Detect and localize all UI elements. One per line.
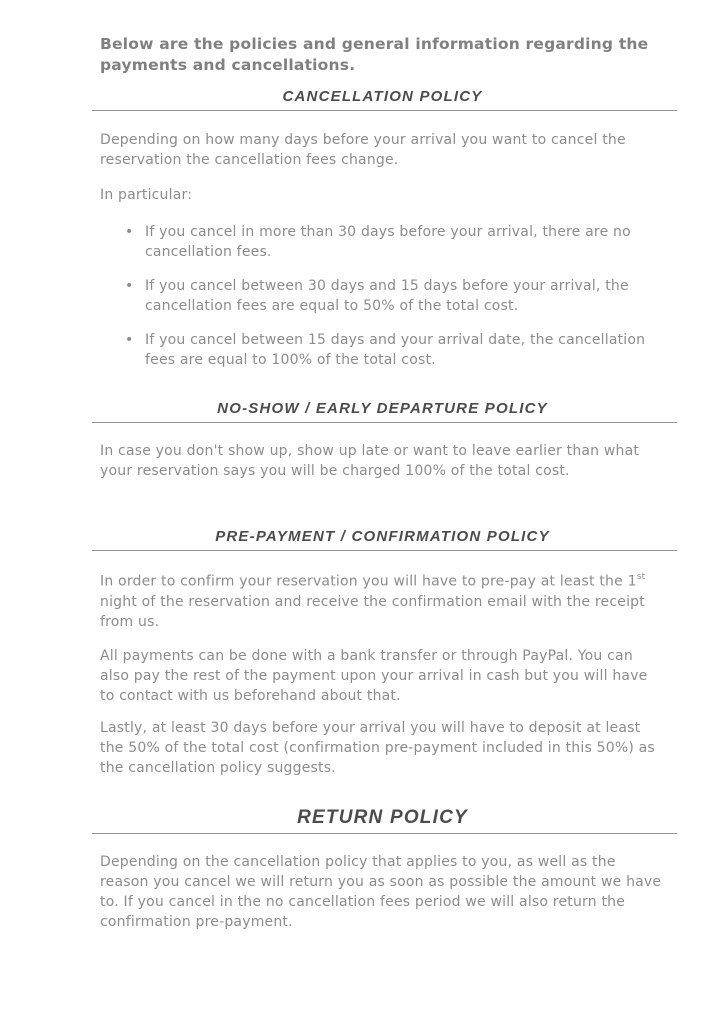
return-policy-paragraph: Depending on the cancellation policy that applies to you, as well as the reason you cancel we will return you as soon as possible the amount we have to. If you cancel in the no cancellation fees period we will also return the confirmation pre-payment. [100, 853, 662, 930]
no-show-policy-heading: NO-SHOW / EARLY DEPARTURE POLICY [217, 400, 548, 417]
bullet-icon: • [125, 278, 134, 294]
cancellation-bullet-list [100, 222, 665, 370]
list-item [100, 222, 665, 262]
bullet-text: If you cancel in more than 30 days before your arrival, there are no cancellation fees. [145, 224, 631, 260]
bullet-text: If you cancel between 30 days and 15 days before your arrival, the cancellation fees are equal to 50% of the total cost. [145, 278, 629, 314]
section-cancellation-policy [100, 88, 665, 370]
return-policy-heading: RETURN POLICY [297, 806, 468, 828]
heading-underline [92, 110, 677, 111]
prepayment-policy-heading: PRE-PAYMENT / CONFIRMATION POLICY [215, 528, 550, 545]
in-particular-label: In particular: [100, 187, 193, 203]
ordinal-superscript: st [636, 572, 646, 582]
heading-underline [92, 833, 677, 834]
intro-text: Below are the policies and general information regarding the payments and cancellations. [100, 35, 649, 74]
prepayment-paragraph-1-start: In order to confirm your reservation you will have to pre-pay at least the 1 [100, 573, 637, 590]
section-prepayment-policy [100, 528, 665, 778]
bullet-icon: • [125, 224, 134, 240]
list-item [100, 276, 665, 316]
prepayment-paragraph-1-end: night of the reservation and receive the confirmation email with the receipt from us. [100, 593, 645, 630]
prepayment-paragraph-3: Lastly, at least 30 days before your arrival you will have to deposit at least the 50% of the total cost (confirmation pre-payment included in this 50%) as the cancellation policy suggests. [100, 719, 655, 776]
no-show-paragraph: In case you don't show up, show up late or want to leave earlier than what your reservation says you will be charged 100% of the total cost. [100, 443, 640, 479]
list-item [100, 330, 665, 370]
section-no-show-policy [100, 400, 665, 481]
document-content [100, 0, 665, 932]
section-return-policy [100, 807, 665, 932]
heading-underline [92, 422, 677, 423]
bullet-icon: • [125, 332, 134, 348]
heading-underline [92, 550, 677, 551]
bullet-text: If you cancel between 15 days and your arrival date, the cancellation fees are equal to 100% of the total cost. [145, 332, 646, 368]
prepayment-paragraph-1 [100, 568, 665, 632]
cancellation-paragraph: Depending on how many days before your arrival you want to cancel the reservation the cancellation fees change. [100, 132, 626, 168]
prepayment-paragraph-2: All payments can be done with a bank transfer or through PayPal. You can also pay the rest of the payment upon your arrival in cash but you will have to contact with us beforehand about that. [100, 647, 648, 704]
cancellation-policy-heading: CANCELLATION POLICY [282, 88, 483, 105]
